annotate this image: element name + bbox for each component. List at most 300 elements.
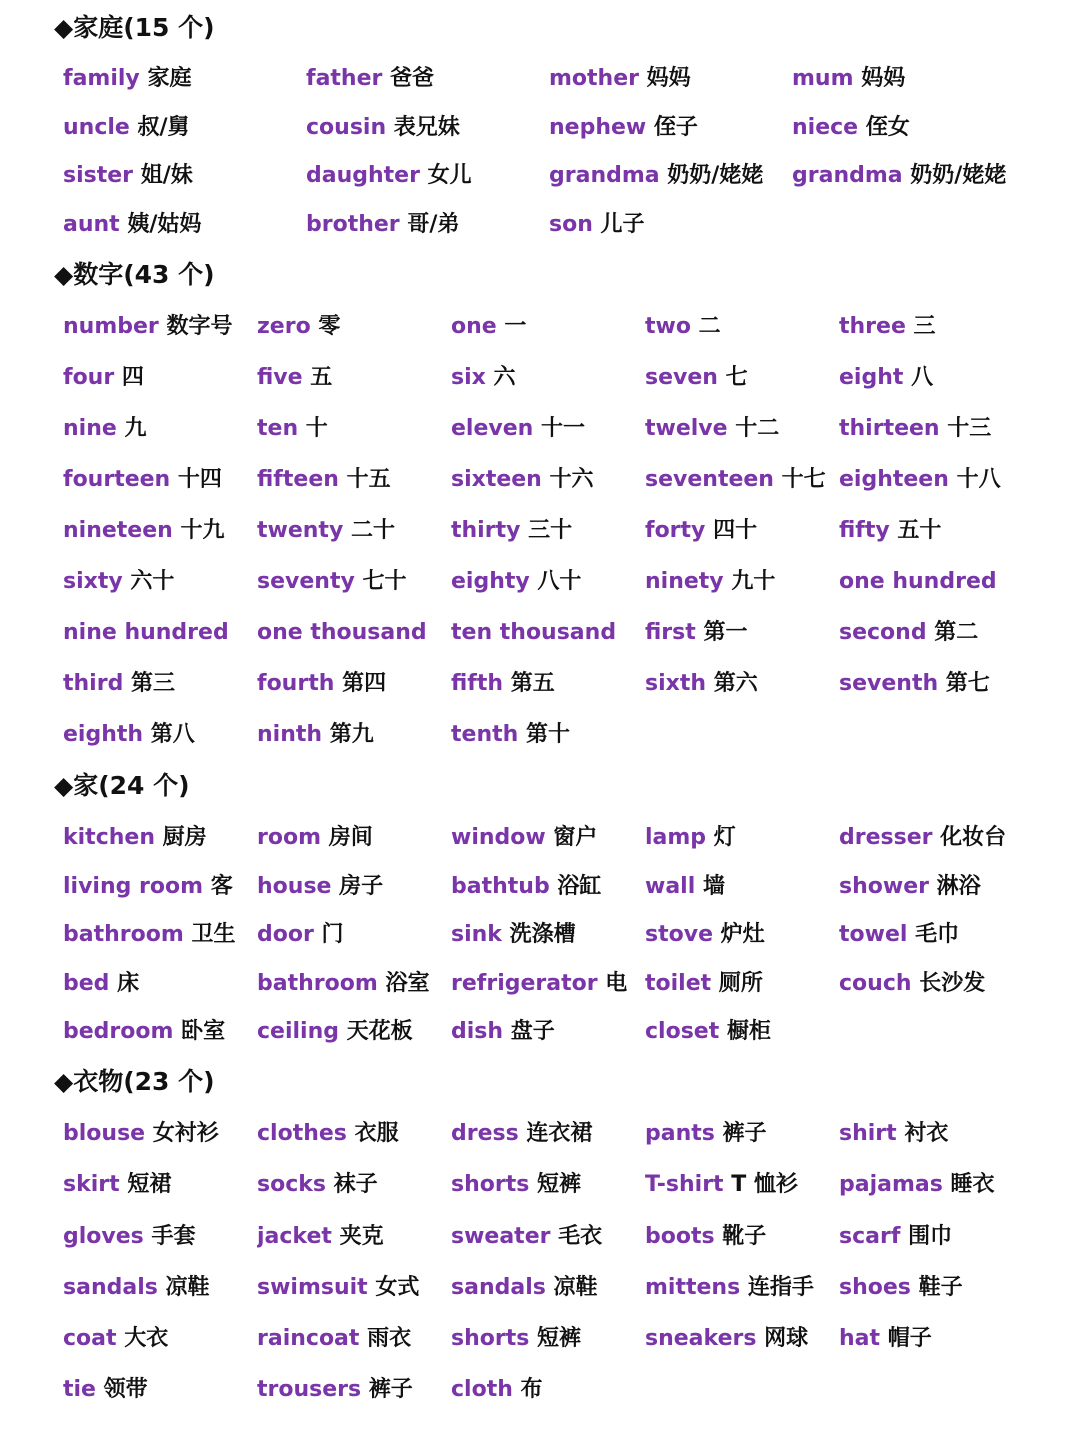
vocab-item (257, 1222, 451, 1273)
vocab-item (306, 113, 549, 162)
chinese-meaning: 衣服 (354, 1121, 399, 1146)
section-heading-clothes: ◆衣物(23 个) (54, 1067, 215, 1096)
english-word: father (306, 66, 383, 91)
vocab-item (451, 312, 645, 363)
english-word: shorts (451, 1172, 530, 1198)
word-grid-numbers (63, 312, 1033, 771)
english-word: trousers (257, 1377, 362, 1403)
vocab-item (451, 720, 645, 771)
english-word: first (645, 620, 696, 645)
english-word: ninth (257, 722, 323, 747)
vocab-item (451, 823, 645, 872)
chinese-meaning: 四 (121, 365, 144, 390)
word-grid-clothes (63, 1119, 1033, 1427)
vocab-item (63, 1375, 257, 1426)
english-word: thirteen (839, 416, 940, 441)
vocab-item (63, 312, 257, 363)
english-word: sneakers (645, 1326, 757, 1352)
english-word: bed (63, 970, 110, 996)
english-word: T-shirt (645, 1172, 724, 1198)
chinese-meaning: 橱柜 (726, 1019, 771, 1045)
chinese-meaning: 十四 (177, 467, 222, 492)
chinese-meaning: 领带 (103, 1377, 148, 1403)
vocab-item (63, 1119, 257, 1170)
english-word: zero (257, 314, 311, 339)
chinese-meaning: T 恤衫 (731, 1172, 798, 1198)
chinese-meaning: 家庭 (147, 66, 192, 91)
vocab-item (645, 567, 839, 618)
english-word: eighth (63, 722, 144, 747)
vocab-item (549, 64, 792, 113)
word-grid-home (63, 823, 1033, 1066)
english-word: sink (451, 922, 502, 948)
english-word: niece (792, 114, 859, 140)
chinese-meaning: 衬衣 (904, 1121, 949, 1146)
english-word: boots (645, 1223, 715, 1249)
english-word: lamp (645, 825, 707, 850)
vocab-item (839, 1119, 1033, 1170)
english-word: eighty (451, 569, 530, 594)
vocab-item (451, 1273, 645, 1324)
chinese-meaning: 靴子 (722, 1223, 767, 1249)
vocab-item (257, 920, 451, 969)
vocab-item (839, 1170, 1033, 1221)
english-word: twelve (645, 416, 728, 441)
vocab-item (451, 1170, 645, 1221)
english-word: fifty (839, 518, 890, 543)
vocab-item (451, 1375, 645, 1426)
vocab-item (63, 618, 257, 669)
chinese-meaning: 十二 (735, 416, 780, 441)
vocab-item (839, 363, 1033, 414)
chinese-meaning: 房子 (339, 873, 384, 899)
vocab-item (451, 363, 645, 414)
vocab-item (839, 414, 1033, 465)
chinese-meaning: 短裤 (537, 1326, 582, 1352)
english-word: nine (63, 416, 117, 441)
vocab-item (257, 312, 451, 363)
english-word: shorts (451, 1326, 530, 1352)
english-word: twenty (257, 518, 344, 543)
english-word: refrigerator (451, 970, 598, 996)
chinese-meaning: 女儿 (427, 163, 472, 189)
vocab-item (63, 823, 257, 872)
chinese-meaning: 第十 (525, 722, 570, 747)
vocab-item (63, 210, 306, 259)
vocab-item (63, 1273, 257, 1324)
chinese-meaning: 第七 (945, 671, 990, 696)
chinese-meaning: 一 (504, 314, 527, 339)
chinese-meaning: 房间 (328, 825, 373, 850)
chinese-meaning: 围巾 (908, 1223, 953, 1249)
vocab-item (63, 1170, 257, 1221)
english-word: seventh (839, 671, 939, 696)
vocab-item (63, 920, 257, 969)
chinese-meaning: 第八 (150, 722, 195, 747)
chinese-meaning: 第一 (703, 620, 748, 645)
chinese-meaning: 袜子 (333, 1172, 378, 1198)
chinese-meaning: 门 (321, 922, 344, 948)
chinese-meaning: 电 (605, 970, 628, 996)
vocab-item (451, 969, 645, 1018)
vocab-item (63, 414, 257, 465)
chinese-meaning: 十九 (180, 518, 225, 543)
chinese-meaning: 十七 (781, 467, 826, 492)
english-word: sweater (451, 1223, 551, 1249)
english-word: scarf (839, 1223, 901, 1249)
english-word: hat (839, 1326, 881, 1352)
vocab-item (257, 823, 451, 872)
vocab-item (451, 1222, 645, 1273)
chinese-meaning: 厨房 (162, 825, 207, 850)
english-word: toilet (645, 970, 712, 996)
chinese-meaning: 零 (318, 314, 341, 339)
chinese-meaning: 短裙 (127, 1172, 172, 1198)
english-word: sister (63, 163, 134, 189)
chinese-meaning: 毛衣 (558, 1223, 603, 1249)
vocab-item (63, 969, 257, 1018)
chinese-meaning: 八 (911, 365, 934, 390)
vocab-item (645, 465, 839, 516)
vocab-item (257, 1170, 451, 1221)
chinese-meaning: 连指手 (747, 1274, 814, 1300)
chinese-meaning: 表兄妹 (393, 114, 460, 140)
vocab-item (645, 312, 839, 363)
english-word: three (839, 314, 906, 339)
vocab-item (306, 210, 549, 259)
chinese-meaning: 大衣 (124, 1326, 169, 1352)
vocab-item (645, 618, 839, 669)
english-word: one (451, 314, 497, 339)
vocab-item (645, 1017, 839, 1066)
chinese-meaning: 鞋子 (918, 1274, 963, 1300)
english-word: clothes (257, 1121, 347, 1146)
chinese-meaning: 卧室 (181, 1019, 226, 1045)
vocab-item (63, 1222, 257, 1273)
vocab-item (549, 161, 792, 210)
chinese-meaning: 手套 (151, 1223, 196, 1249)
chinese-meaning: 裤子 (722, 1121, 767, 1146)
chinese-meaning: 夹克 (339, 1223, 384, 1249)
english-word: eight (839, 365, 904, 390)
english-word: fourth (257, 671, 335, 696)
english-word: seven (645, 365, 718, 390)
english-word: fifth (451, 671, 504, 696)
english-word: forty (645, 518, 706, 543)
chinese-meaning: 窗户 (553, 825, 598, 850)
vocab-item (645, 969, 839, 1018)
vocab-item (306, 64, 549, 113)
vocab-item (792, 161, 1035, 210)
english-word: pants (645, 1121, 715, 1146)
chinese-meaning: 网球 (764, 1326, 809, 1352)
vocab-item (645, 363, 839, 414)
chinese-meaning: 侄子 (653, 114, 698, 140)
english-word: room (257, 825, 322, 850)
vocab-item (451, 669, 645, 720)
chinese-meaning: 卫生 (191, 922, 236, 948)
chinese-meaning: 十 (305, 416, 328, 441)
chinese-meaning: 墙 (702, 873, 725, 899)
vocab-item (839, 1324, 1033, 1375)
english-word: coat (63, 1326, 117, 1352)
english-word: daughter (306, 163, 420, 189)
english-word: stove (645, 922, 713, 948)
english-word: mother (549, 66, 639, 91)
english-word: dish (451, 1019, 504, 1045)
section-heading-numbers: ◆数字(43 个) (54, 260, 215, 289)
english-word: sixteen (451, 467, 542, 492)
vocab-item (645, 1222, 839, 1273)
english-word: sandals (63, 1274, 158, 1300)
english-word: cousin (306, 114, 387, 140)
english-word: sandals (451, 1274, 546, 1300)
english-word: bathroom (257, 970, 378, 996)
chinese-meaning: 三十 (528, 518, 573, 543)
chinese-meaning: 雨衣 (367, 1326, 412, 1352)
vocab-item (63, 567, 257, 618)
english-word: tie (63, 1377, 96, 1403)
chinese-meaning: 第五 (510, 671, 555, 696)
english-word: kitchen (63, 825, 155, 850)
chinese-meaning: 十一 (540, 416, 585, 441)
chinese-meaning: 长沙发 (919, 970, 986, 996)
english-word: six (451, 365, 486, 390)
english-word: pajamas (839, 1172, 943, 1198)
vocab-item (645, 1119, 839, 1170)
vocab-item (839, 823, 1033, 872)
english-word: brother (306, 211, 400, 237)
chinese-meaning: 灯 (713, 825, 736, 850)
vocab-item (451, 1324, 645, 1375)
vocab-item (451, 414, 645, 465)
english-word: family (63, 66, 140, 91)
chinese-meaning: 十六 (549, 467, 594, 492)
vocab-item (839, 1273, 1033, 1324)
chinese-meaning: 客 (210, 873, 233, 899)
chinese-meaning: 六十 (130, 569, 175, 594)
english-word: ninety (645, 569, 724, 594)
chinese-meaning: 七十 (362, 569, 407, 594)
english-word: house (257, 873, 332, 899)
chinese-meaning: 四十 (713, 518, 758, 543)
vocab-item (839, 1222, 1033, 1273)
vocab-item (839, 567, 1033, 618)
vocab-item (63, 363, 257, 414)
chinese-meaning: 天花板 (346, 1019, 413, 1045)
english-word: seventeen (645, 467, 774, 492)
chinese-meaning: 二十 (350, 518, 395, 543)
english-word: wall (645, 873, 696, 899)
vocab-item (451, 1017, 645, 1066)
english-word: towel (839, 922, 908, 948)
vocab-item (257, 618, 451, 669)
vocab-item (306, 161, 549, 210)
vocab-item (645, 872, 839, 921)
english-word: seventy (257, 569, 355, 594)
english-word: bedroom (63, 1019, 174, 1045)
vocab-item (63, 465, 257, 516)
vocab-item (257, 1017, 451, 1066)
chinese-meaning: 淋浴 (936, 873, 981, 899)
chinese-meaning: 睡衣 (950, 1172, 995, 1198)
vocab-item (257, 516, 451, 567)
chinese-meaning: 短裤 (537, 1172, 582, 1198)
english-word: four (63, 365, 115, 390)
chinese-meaning: 九十 (731, 569, 776, 594)
chinese-meaning: 女衬衫 (152, 1121, 219, 1146)
vocab-item (645, 669, 839, 720)
vocab-item (792, 64, 1035, 113)
chinese-meaning: 布 (520, 1377, 543, 1403)
vocab-item (839, 516, 1033, 567)
chinese-meaning: 第四 (342, 671, 387, 696)
chinese-meaning: 姨/姑妈 (127, 211, 202, 237)
section-heading-family: ◆家庭(15 个) (54, 13, 215, 42)
vocab-item (451, 618, 645, 669)
english-word: ten thousand (451, 620, 617, 645)
vocab-item (257, 1273, 451, 1324)
vocab-item (257, 872, 451, 921)
chinese-meaning: 十三 (947, 416, 992, 441)
chinese-meaning: 爸爸 (390, 66, 435, 91)
vocab-item (63, 720, 257, 771)
vocab-item (63, 669, 257, 720)
english-word: sixty (63, 569, 123, 594)
english-word: aunt (63, 211, 120, 237)
vocab-item (257, 1119, 451, 1170)
english-word: third (63, 671, 124, 696)
english-word: bathtub (451, 873, 550, 899)
chinese-meaning: 床 (117, 970, 140, 996)
vocab-item (451, 920, 645, 969)
vocab-item (63, 872, 257, 921)
chinese-meaning: 叔/舅 (137, 114, 190, 140)
english-word: grandma (792, 163, 903, 189)
vocab-item (257, 969, 451, 1018)
english-word: five (257, 365, 303, 390)
chinese-meaning: 八十 (537, 569, 582, 594)
chinese-meaning: 连衣裙 (526, 1121, 593, 1146)
english-word: couch (839, 970, 912, 996)
english-word: swimsuit (257, 1274, 368, 1300)
vocab-item (63, 1017, 257, 1066)
english-word: thirty (451, 518, 521, 543)
vocab-item (257, 720, 451, 771)
chinese-meaning: 十八 (956, 467, 1001, 492)
vocab-item (451, 1119, 645, 1170)
section-heading-home: ◆家(24 个) (54, 771, 190, 800)
chinese-meaning: 儿子 (600, 211, 645, 237)
chinese-meaning: 数字号 (166, 314, 233, 339)
english-word: socks (257, 1172, 326, 1198)
chinese-meaning: 帽子 (887, 1326, 932, 1352)
vocab-item (451, 465, 645, 516)
chinese-meaning: 哥/弟 (407, 211, 460, 237)
english-word: eleven (451, 416, 534, 441)
english-word: cloth (451, 1377, 513, 1403)
chinese-meaning: 第六 (713, 671, 758, 696)
english-word: dress (451, 1121, 519, 1146)
english-word: second (839, 620, 927, 645)
chinese-meaning: 五 (310, 365, 333, 390)
english-word: grandma (549, 163, 660, 189)
chinese-meaning: 厕所 (718, 970, 763, 996)
english-word: jacket (257, 1223, 332, 1249)
english-word: sixth (645, 671, 707, 696)
english-word: window (451, 825, 546, 850)
english-word: closet (645, 1019, 720, 1045)
chinese-meaning: 凉鞋 (553, 1274, 598, 1300)
chinese-meaning: 二 (698, 314, 721, 339)
chinese-meaning: 妈妈 (646, 66, 691, 91)
english-word: eighteen (839, 467, 949, 492)
vocab-item (839, 465, 1033, 516)
english-word: gloves (63, 1223, 144, 1249)
vocab-item (645, 1170, 839, 1221)
vocab-item (257, 363, 451, 414)
vocab-item (839, 618, 1033, 669)
chinese-meaning: 三 (913, 314, 936, 339)
vocab-item (63, 516, 257, 567)
chinese-meaning: 九 (124, 416, 147, 441)
english-word: mum (792, 66, 854, 91)
vocab-item (839, 312, 1033, 363)
vocab-item (451, 516, 645, 567)
chinese-meaning: 妈妈 (861, 66, 906, 91)
vocab-item (451, 872, 645, 921)
vocab-item (839, 669, 1033, 720)
vocab-item (63, 113, 306, 162)
english-word: raincoat (257, 1326, 360, 1352)
vocab-item (549, 113, 792, 162)
english-word: son (549, 211, 593, 237)
vocab-item (645, 1273, 839, 1324)
vocab-item (257, 465, 451, 516)
english-word: one hundred (839, 569, 997, 594)
vocab-item (63, 64, 306, 113)
chinese-meaning: 五十 (897, 518, 942, 543)
chinese-meaning: 七 (725, 365, 748, 390)
chinese-meaning: 十五 (346, 467, 391, 492)
english-word: tenth (451, 722, 519, 747)
chinese-meaning: 毛巾 (915, 922, 960, 948)
chinese-meaning: 盘子 (510, 1019, 555, 1045)
english-word: two (645, 314, 691, 339)
vocab-item (549, 210, 792, 259)
vocab-item (257, 669, 451, 720)
english-word: bathroom (63, 922, 184, 948)
vocab-item (839, 920, 1033, 969)
english-word: ceiling (257, 1019, 339, 1045)
english-word: ten (257, 416, 299, 441)
chinese-meaning: 化妆台 (940, 825, 1007, 850)
chinese-meaning: 奶奶/姥姥 (667, 163, 764, 189)
english-word: dresser (839, 825, 933, 850)
english-word: shoes (839, 1274, 911, 1300)
english-word: skirt (63, 1172, 120, 1198)
chinese-meaning: 第三 (131, 671, 176, 696)
vocab-item (839, 872, 1033, 921)
chinese-meaning: 洗涤槽 (509, 922, 576, 948)
vocab-item (257, 1324, 451, 1375)
vocab-item (451, 567, 645, 618)
vocab-item (257, 567, 451, 618)
vocab-item (645, 516, 839, 567)
chinese-meaning: 六 (493, 365, 516, 390)
english-word: one thousand (257, 620, 427, 645)
chinese-meaning: 炉灶 (720, 922, 765, 948)
